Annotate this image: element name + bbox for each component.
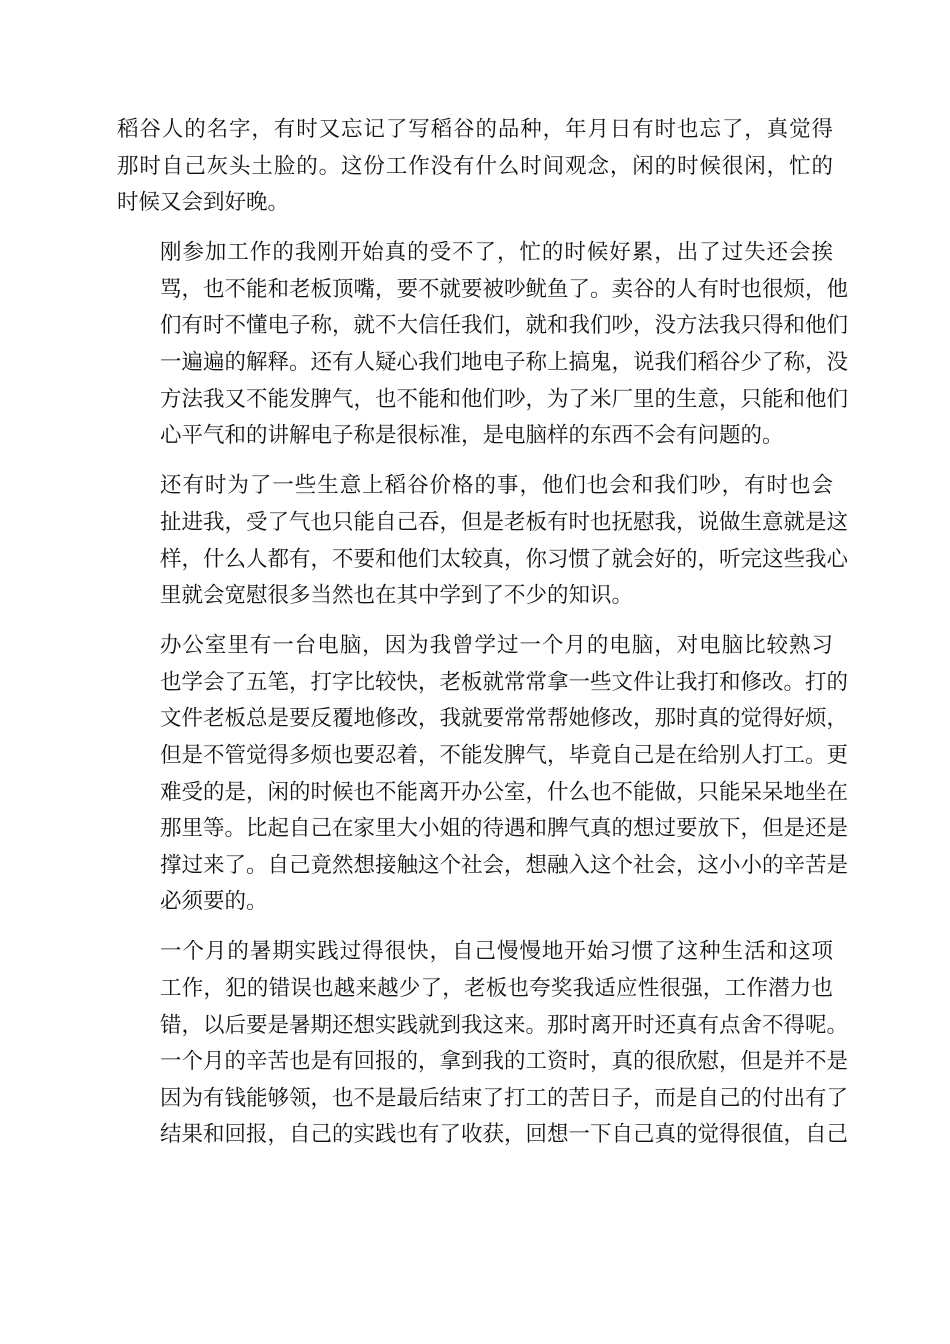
text-line: 办公室里有一台电脑，因为我曾学过一个月的电脑，对电脑比较熟习 — [160, 633, 833, 659]
paragraph — [117, 112, 833, 222]
text-line: 一个月的暑期实践过得很快，自己慢慢地开始习惯了这种生活和这项 — [160, 939, 833, 965]
text-line: 那时自己灰头土脸的。这份工作没有什么时间观念，闲的时候很闲，忙的 — [117, 153, 833, 179]
document-body — [117, 112, 849, 1154]
text-line: 难受的是，闲的时候也不能离开办公室，什么也不能做，只能呆呆地坐在 — [160, 779, 849, 805]
text-line: 一个月的辛苦也是有回报的，拿到我的工资时，真的很欣慰，但是并不是 — [160, 1049, 849, 1075]
text-line: 心平气和的讲解电子称是很标准，是电脑样的东西不会有问题的。 — [160, 423, 784, 449]
text-line: 结果和回报，自己的实践也有了收获，回想一下自己真的觉得很值，自己 — [160, 1122, 849, 1148]
text-line: 时候又会到好晚。 — [117, 190, 290, 216]
paragraph — [117, 934, 849, 1154]
text-line: 那里等。比起自己在家里大小姐的待遇和脾气真的想过要放下，但是还是 — [160, 816, 849, 842]
text-line: 扯进我，受了气也只能自己吞，但是老板有时也抚慰我，说做生意就是这 — [160, 509, 849, 535]
text-line: 们有时不懂电子称，就不大信任我们，就和我们吵，没方法我只得和他们 — [160, 313, 849, 339]
text-line: 骂，也不能和老板顶嘴，要不就要被吵鱿鱼了。卖谷的人有时也很烦，他 — [160, 276, 849, 302]
text-line: 必须要的。 — [160, 889, 268, 915]
paragraph — [117, 235, 849, 455]
text-line: 因为有钱能够领，也不是最后结束了打工的苦日子，而是自己的付出有了 — [160, 1085, 849, 1111]
text-line: 撑过来了。自己竟然想接触这个社会，想融入这个社会，这小小的辛苦是 — [160, 852, 849, 878]
text-line: 刚参加工作的我刚开始真的受不了，忙的时候好累，出了过失还会挨 — [160, 240, 833, 266]
text-line: 还有时为了一些生意上稻谷价格的事，他们也会和我们吵，有时也会 — [160, 473, 833, 499]
paragraph — [117, 628, 849, 921]
text-line: 稻谷人的名字，有时又忘记了写稻谷的品种，年月日有时也忘了，真觉得 — [117, 117, 833, 142]
text-line: 也学会了五笔，打字比较快，老板就常常拿一些文件让我打和修改。打的 — [160, 669, 849, 695]
text-line: 方法我又不能发脾气，也不能和他们吵，为了米厂里的生意，只能和他们 — [160, 386, 849, 412]
text-line: 文件老板总是要反覆地修改，我就要常常帮她修改，那时真的觉得好烦， — [160, 706, 849, 732]
text-line: 样，什么人都有，不要和他们太较真，你习惯了就会好的，听完这些我心 — [160, 546, 849, 572]
text-line: 一遍遍的解释。还有人疑心我们地电子称上搞鬼，说我们稻谷少了称，没 — [160, 350, 849, 376]
text-line: 里就会宽慰很多当然也在其中学到了不少的知识。 — [160, 583, 634, 609]
text-line: 但是不管觉得多烦也要忍着，不能发脾气，毕竟自己是在给别人打工。更 — [160, 743, 849, 768]
text-line: 工作，犯的错误也越来越少了，老板也夸奖我适应性很强，工作潜力也 — [160, 976, 833, 1002]
text-line: 错，以后要是暑期还想实践就到我这来。那时离开时还真有点舍不得呢。 — [160, 1012, 849, 1038]
paragraph — [117, 468, 849, 614]
